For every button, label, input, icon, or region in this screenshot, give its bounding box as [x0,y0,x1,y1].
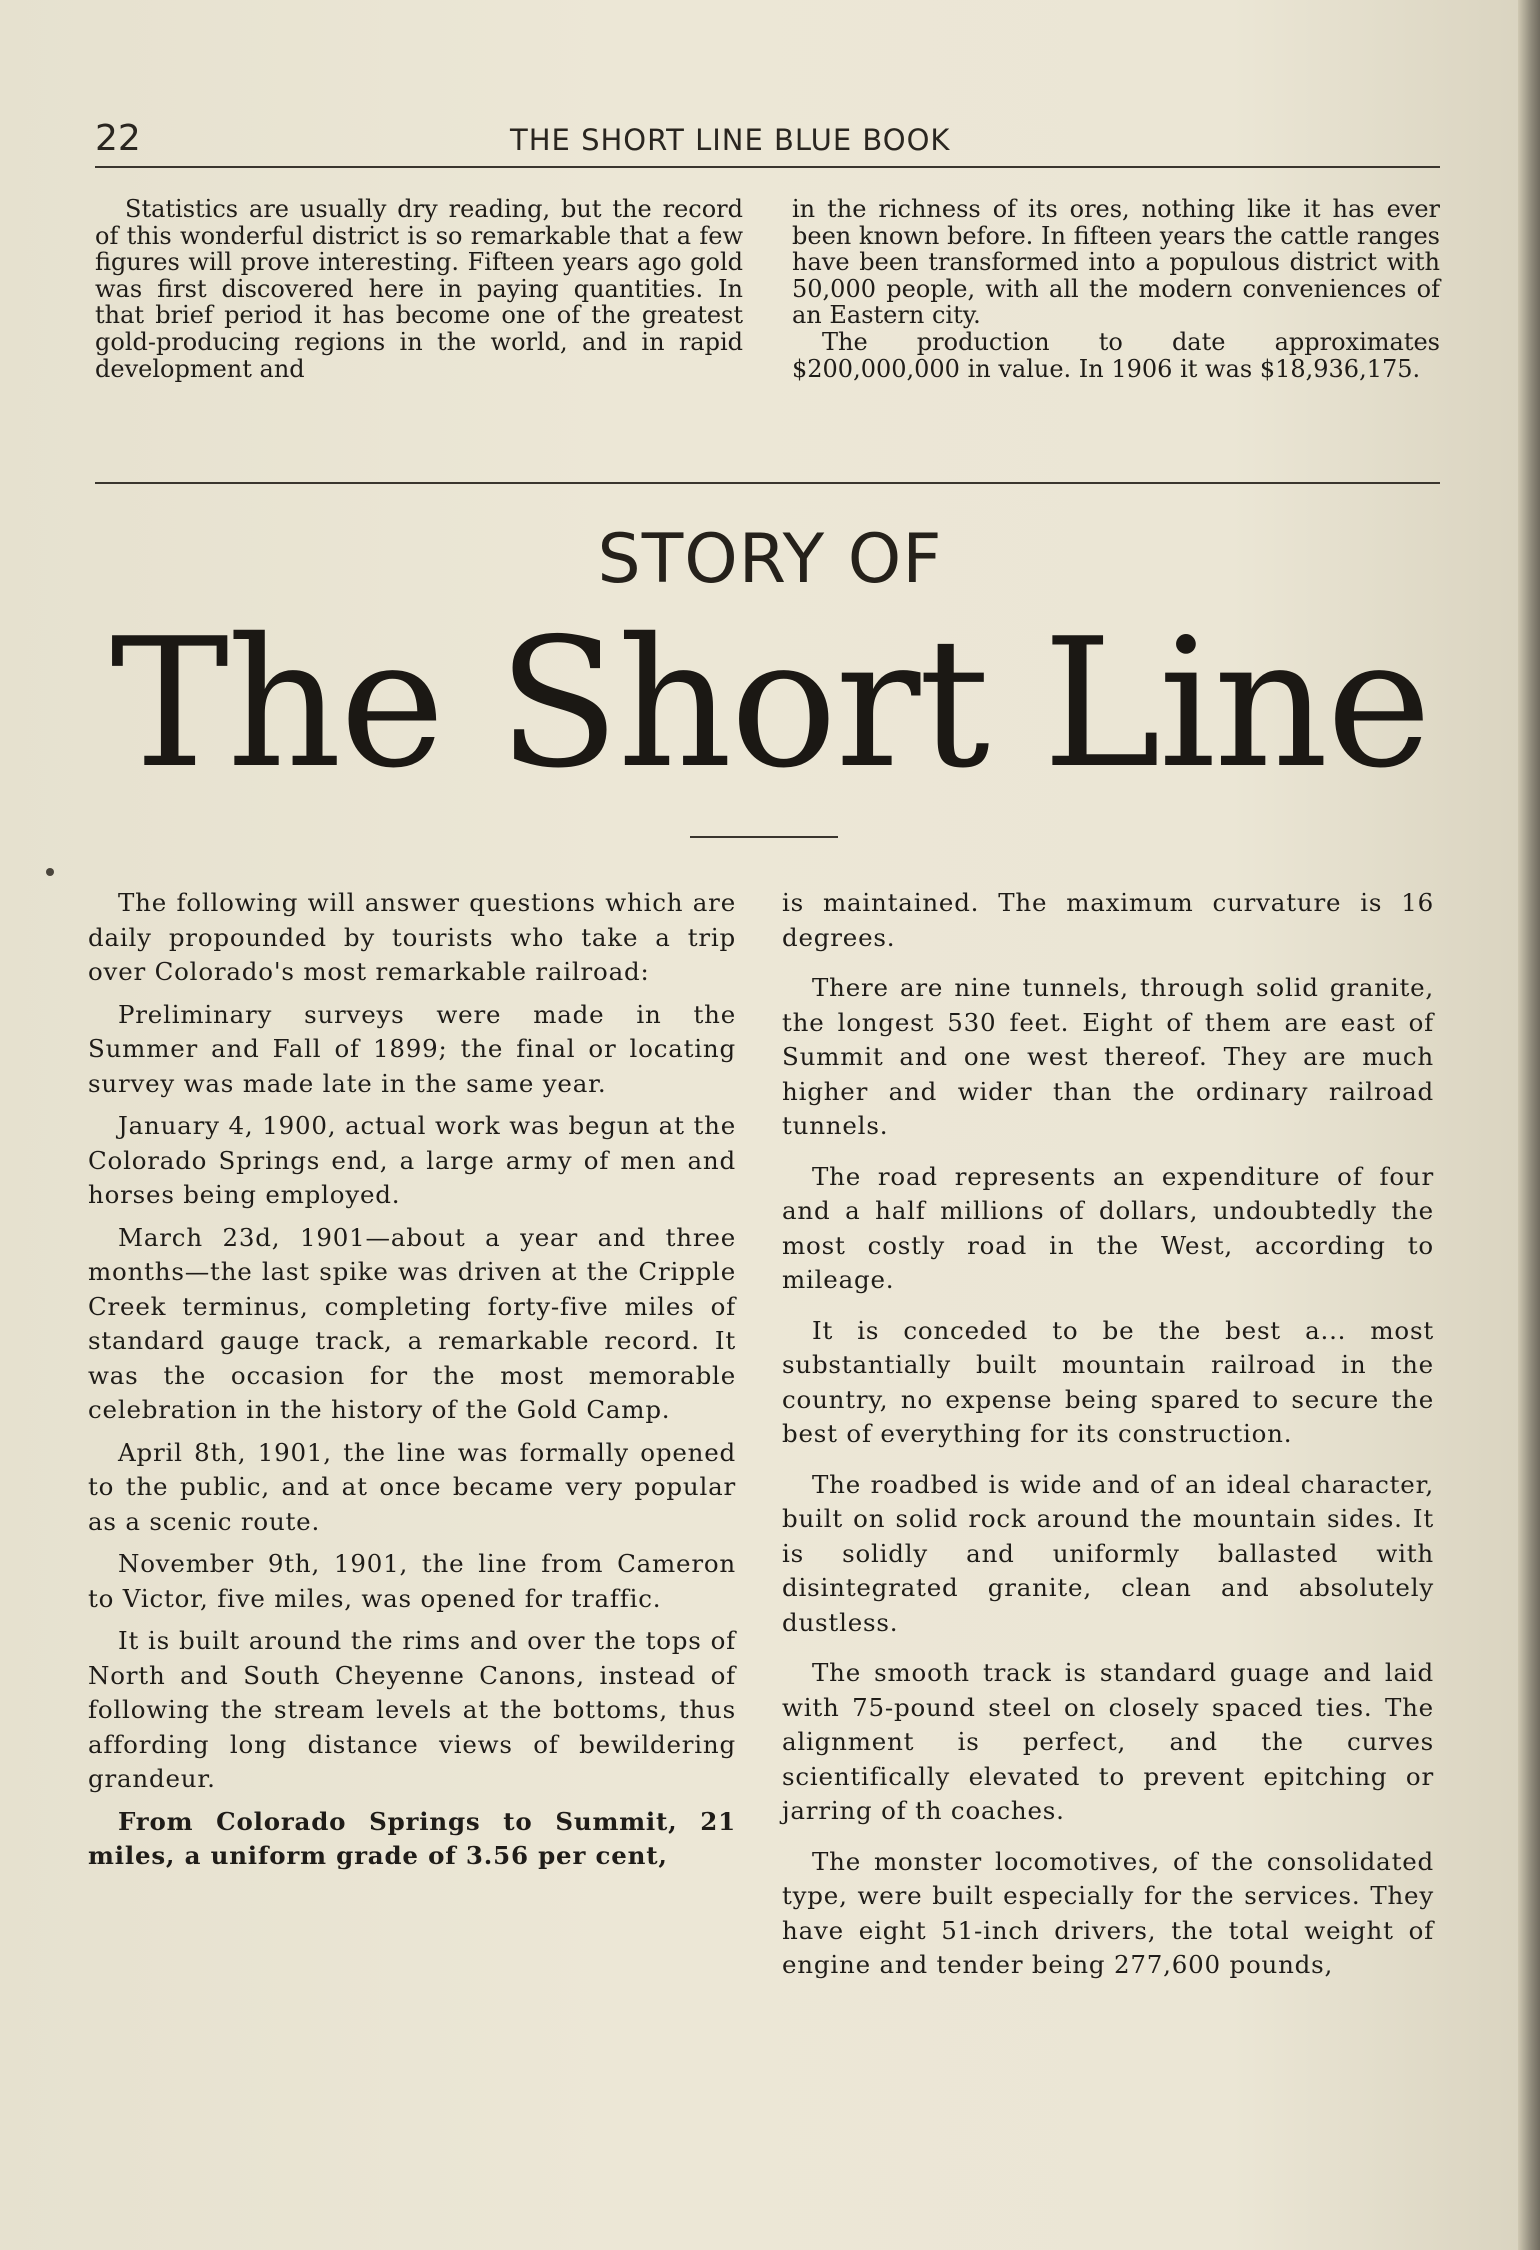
story-paragraph: November 9th, 1901, the line from Cameron to Victor, five miles, was opened for traffic. [88,1549,736,1613]
story-paragraph: From Colorado Springs to Summit, 21 miles, a uniform grade of 3.56 per cent, [88,1806,736,1870]
page-header [95,118,1435,164]
title-underline [690,836,838,838]
title-kicker: STORY OF [597,520,943,599]
intro-right-paragraph-2: The production to date approximates $200,000,000 in value. In 1906 it was $18,936,175. [792,327,1440,383]
story-paragraph: is maintained. The maximum curvature is 16 degrees. [782,888,1434,952]
intro-right-paragraph-1: in the richness of its ores, nothing like it has ever been known before. In fifteen years the cattle ranges have been transformed into a populous district with 50,000 people, with all the modern conveniences of an Eastern city. [792,195,1440,330]
story-paragraph: The roadbed is wide and of an ideal character, built on solid rock around the mountain sides. It is solidly and uniformly ballasted with disintegrated granite, clean and absolutely dustless. [782,1469,1434,1637]
story-left-column [88,886,736,1882]
page-title: The Short Line [110,600,1430,807]
intro-right-column [792,196,1440,382]
story-paragraph: Preliminary surveys were made in the Summer and Fall of 1899; the final or locating survey was made late in the same year. [88,999,736,1098]
intro-left-column [95,196,743,382]
section-rule [95,482,1440,484]
story-paragraph: The road represents an expenditure of four and a half millions of dollars, undoubtedly the most costly road in the West, according to mileage. [782,1161,1434,1294]
margin-mark [46,868,54,876]
story-paragraph: There are nine tunnels, through solid granite, the longest 530 feet. Eight of them are east of Summit and one west thereof. They are much higher and wider than the ordinary railroad tunnels. [782,973,1434,1140]
story-paragraph: The monster locomotives, of the consolidated type, were built especially for the services. They have eight 51-inch drivers, the total weight of engine and tender being 277,600 pounds, [782,1846,1434,1979]
story-paragraph: January 4, 1900, actual work was begun at the Colorado Springs end, a large army of men and horses being employed. [88,1111,736,1209]
story-paragraph: It is conceded to be the best a... most substantially built mountain railroad in the country, no expense being spared to secure the best of everything for its construction. [782,1315,1434,1448]
book-spine [1518,0,1540,2250]
story-paragraph: March 23d, 1901—about a year and three months—the last spike was driven at the Cripple Creek terminus, completing forty-five miles of standard gauge track, a remarkable record. It was the occasion for the most memorable celebration in the history of the Gold Camp. [88,1222,736,1424]
story-paragraph: April 8th, 1901, the line was formally opened to the public, and at once became very popular as a scenic route. [88,1437,736,1536]
intro-left-paragraph: Statistics are usually dry reading, but the record of this wonderful district is so remarkable that a few figures will prove interesting. Fifteen years ago gold was first discovered here in paying quantities. In that brief period it has become one of the greatest gold-producing regions in the world, and in rapid development and [95,195,743,383]
running-head: THE SHORT LINE BLUE BOOK [510,123,951,157]
header-rule [95,166,1440,168]
story-paragraph: It is built around the rims and over the tops of North and South Cheyenne Canons, instead of following the stream levels at the bottoms, thus affording long distance views of bewildering grandeur. [88,1626,736,1793]
story-paragraph: The following will answer questions which are daily propounded by tourists who take a trip over Colorado's most remarkable railroad: [88,888,736,986]
story-right-column [782,886,1434,1999]
page-number: 22 [95,118,141,159]
story-paragraph: The smooth track is standard guage and laid with 75-pound steel on closely spaced ties. The alignment is perfect, and the curves scientifically elevated to prevent epitching or jarring of th coaches. [782,1658,1434,1825]
